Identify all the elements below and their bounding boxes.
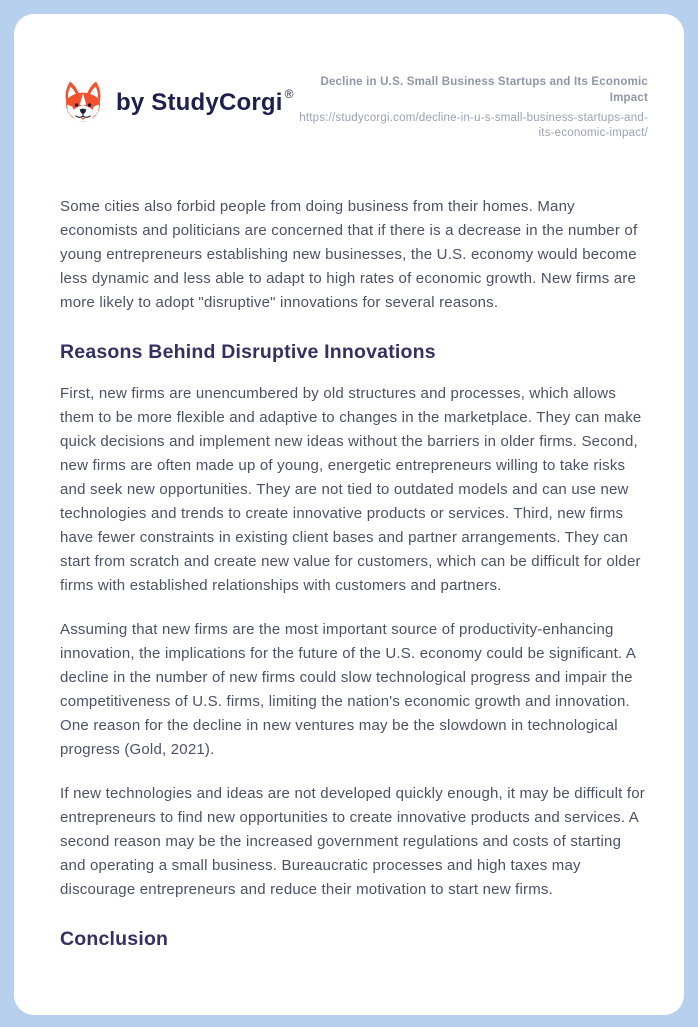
document-meta	[296, 72, 648, 141]
studycorgi-corgi-logo-icon	[60, 78, 106, 128]
document-title: Decline in U.S. Small Business Startups and Its Economic Impact	[320, 76, 648, 104]
section-heading-conclusion: Conclusion	[60, 928, 169, 950]
document-header	[60, 72, 648, 141]
brand-name: by StudyCorgi	[116, 89, 283, 116]
paragraph-reasons-2: Assuming that new firms are the most important source of productivity-enhancing innovation, the implications for the future of the U.S. economy could be significant. A decline in the number of new firms could slow technological progress and impair the competitiveness of U.S. firms, limiting the nation's economic growth and innovation. One reason for the decline in new ventures may be the slowdown in technological progress (Gold, 2021).	[60, 621, 636, 758]
section-heading-reasons: Reasons Behind Disruptive Innovations	[60, 341, 436, 363]
document-source-url[interactable]: https://studycorgi.com/decline-in-u-s-small-business-startups-and-its-economic-impact/	[299, 112, 648, 139]
brand	[60, 78, 292, 128]
paragraph-intro: Some cities also forbid people from doing business from their homes. Many economists and politicians are concerned that if there is a decrease in the number of young entrepreneurs establishing new businesses, the U.S. economy would become less dynamic and less able to adapt to high rates of economic growth. New firms are more likely to adopt "disruptive" innovations for several reasons.	[60, 198, 638, 311]
paragraph-reasons-1: First, new firms are unencumbered by old structures and processes, which allows them to be more flexible and adaptive to changes in the marketplace. They can make quick decisions and implement new ideas without the barriers in older firms. Second, new firms are often made up of young, energetic entrepreneurs willing to take risks and seek new opportunities. They are not tied to outdated models and can use new technologies and trends to create innovative products or services. Third, new firms have fewer constraints in existing client bases and partner arrangements. They can start from scratch and create new value for customers, which can be difficult for older firms with established relationships with customers and partners.	[60, 385, 642, 594]
brand-wordmark	[116, 89, 292, 117]
registered-trademark-symbol: ®	[284, 87, 294, 101]
document-body	[60, 195, 648, 951]
paragraph-reasons-3: If new technologies and ideas are not developed quickly enough, it may be difficult for entrepreneurs to find new opportunities to create innovative products and services. A second reason may be the increased government regulations and costs of starting and operating a small business. Bureaucratic processes and high taxes may discourage entrepreneurs and reduce their motivation to start new firms.	[60, 785, 645, 898]
document-card	[14, 14, 684, 1015]
